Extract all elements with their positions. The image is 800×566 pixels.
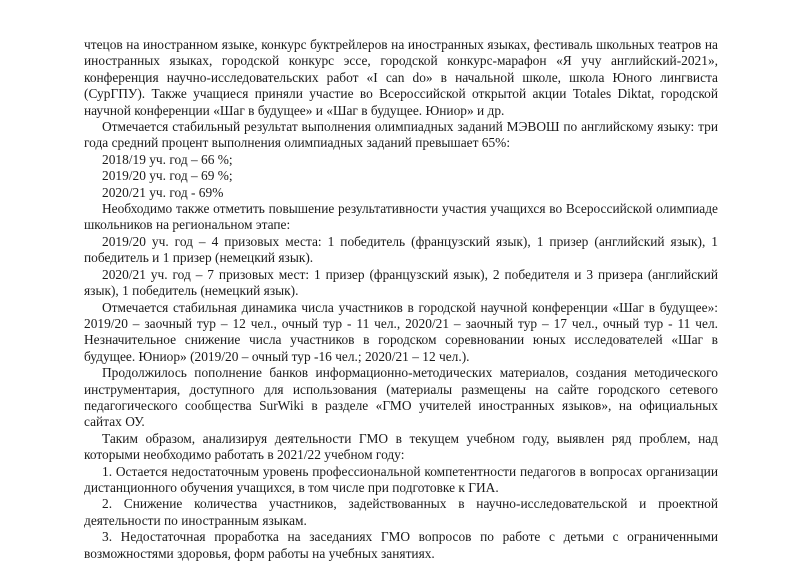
paragraph: Необходимо также отметить повышение результативности участия учащихся во Всероссийской олимпиаде школьников на региональном этапе: bbox=[84, 201, 718, 233]
document-page bbox=[84, 37, 718, 562]
paragraph: 3. Недостаточная проработка на заседаниях ГМО вопросов по работе с детьми с ограниченными возможностями здоровья, форм работы на учебных занятиях. bbox=[84, 529, 718, 561]
paragraph: Таким образом, анализируя деятельности ГМО в текущем учебном году, выявлен ряд проблем, над которыми необходимо работать в 2021/22 учебном году: bbox=[84, 430, 718, 463]
paragraph: Отмечается стабильная динамика числа участников в городской научной конференции «Шаг в будущее»: 2019/20 – заочный тур – 12 чел., очный тур - 11 чел., 2020/21 – заочный тур – 17 чел., очный тур - 11 чел. Незначительное снижение числа участников в городском соревновании юных исследователей «Шаг в будущее. Юниор» (2019/20 – очный тур -16 чел.; 2020/21 – 12 чел.). bbox=[84, 299, 718, 364]
paragraph: 1. Остается недостаточным уровень профессиональной компетентности педагогов в вопросах организации дистанционного обучения учащихся, в том числе при подготовке к ГИА. bbox=[84, 463, 718, 495]
paragraph: 2. Снижение количества участников, задействованных в научно-исследовательской и проектной деятельности по иностранным языкам. bbox=[84, 496, 718, 528]
list-item: 2020/21 уч. год - 69% bbox=[102, 184, 224, 200]
paragraph: Отмечается стабильный результат выполнения олимпиадных заданий МЭВОШ по английскому языку: три года средний процент выполнения олимпиадных заданий превышает 65%: bbox=[84, 119, 718, 151]
paragraph: чтецов на иностранном языке, конкурс буктрейлеров на иностранных языках, фестиваль школьных театров на иностранных языках, городской конкурс эссе, городской конкурс-марафон «Я учу английский-2021», конференция научно-исследовательских работ «I can do» в начальной школе, школа Юного лингвиста (СурГПУ). Также учащиеся приняли участие во Всероссийской открытой акции Totales Diktat, городской научной конференции «Шаг в будущее» и «Шаг в будущее. Юниор» и др. bbox=[84, 37, 718, 118]
list-item: 2018/19 уч. год – 66 %; bbox=[102, 151, 233, 167]
paragraph: Продолжилось пополнение банков информационно-методических материалов, создания методического инструментария, доступного для использования (материалы размещены на сайте городского сетевого педагогического сообщества SurWiki в разделе «ГМО учителей иностранных языков», на официальных сайтах ОУ. bbox=[84, 365, 718, 430]
paragraph: 2019/20 уч. год – 4 призовых места: 1 победитель (французский язык), 1 призер (английский язык), 1 победитель и 1 призер (немецкий язык). bbox=[84, 233, 718, 266]
list-item: 2019/20 уч. год – 69 %; bbox=[102, 168, 233, 184]
paragraph: 2020/21 уч. год – 7 призовых мест: 1 призер (французский язык), 2 победителя и 3 призера (английский язык), 1 победитель (немецкий язык). bbox=[84, 266, 718, 299]
